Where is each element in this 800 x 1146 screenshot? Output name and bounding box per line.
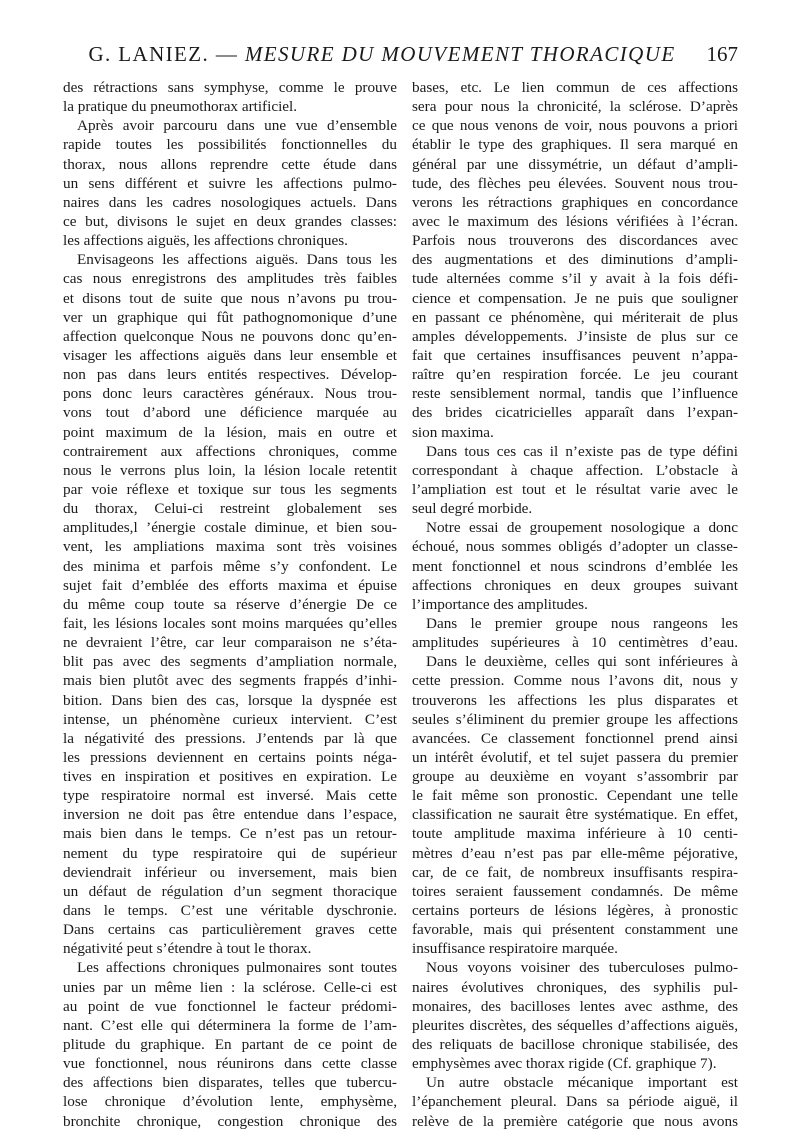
- text-line: Dans certains cas particulièrement graves cette: [63, 921, 397, 939]
- text-line: naires dans les cadres nosologiques actuels. Dans: [63, 193, 397, 211]
- text-line: avancées. Ce classement fonctionnel prend ainsi: [412, 729, 738, 747]
- text-line: verons les rétractions graphiques en concordance: [412, 193, 738, 211]
- text-line: car, de ce fait, de nombreux insuffisants respira-: [412, 863, 738, 881]
- text-line: nement du type respiratoire qui de supérieur: [63, 844, 397, 862]
- text-line: non pas dans leurs entités respectives. Dévelop-: [63, 366, 397, 384]
- text-line: des rétractions sans symphyse, comme le prouve: [63, 79, 397, 96]
- text-line: seules s’éliminent du premier groupe les affections: [412, 710, 738, 728]
- text-line: du thorax, Celui-ci restreint globalement ses: [63, 500, 397, 518]
- text-line: en passant ce phénomène, qui mériterait de plus: [412, 308, 738, 326]
- text-line: établir le type des graphiques. Il sera marqué en: [412, 136, 738, 154]
- text-line: par voie réflexe et toxique sur tous les segments: [63, 480, 397, 498]
- text-line: pleurites discrètes, des séquelles d’affections aiguës,: [412, 1016, 738, 1034]
- text-line: un intérêt évolutif, et tel sujet passera du premier: [412, 748, 738, 766]
- header-dash: —: [215, 42, 239, 66]
- text-line: classification ne saurait être systématique. En effet,: [412, 806, 738, 824]
- text-line: un défaut de régulation d’un segment thoracique: [63, 882, 397, 900]
- text-line: au point de vue fonctionnel le facteur prédomi-: [63, 997, 397, 1015]
- text-line: emphysèmes avec thorax rigide (Cf. graphique 7).: [412, 1055, 717, 1073]
- text-line: visager les affections aiguës dans leur ensemble et: [63, 346, 397, 364]
- text-line: bition. Dans bien des cas, lorsque la dyspnée est: [63, 691, 397, 709]
- text-line: correspondant à chaque affection. L’obstacle à: [412, 461, 738, 479]
- text-line: avec le maximum des lésions vérifiées à l’écran.: [412, 212, 738, 230]
- text-line: l’importance des amplitudes.: [412, 595, 588, 613]
- text-line: blit pas avec des segments d’ampliation normale,: [63, 653, 397, 671]
- text-line: Parfois nous trouverons des discordances avec: [412, 232, 738, 250]
- text-line: échoué, nous sommes obligés d’adopter un classe-: [412, 538, 738, 556]
- right-text-column: [412, 78, 738, 1131]
- text-line: amplitudes supérieures à 10 centimètres d’eau.: [412, 634, 738, 652]
- text-line: des brides cicatricielles apparaît dans l’expan-: [412, 404, 738, 422]
- text-line: des minima et parfois même s’y confondent. Le: [63, 557, 397, 575]
- running-header: [62, 42, 738, 74]
- text-line: certains porteurs de lésions légères, à pronostic: [412, 902, 738, 920]
- text-line: des augmentations et des diminutions d’ampli-: [412, 251, 738, 269]
- text-line: tude, des flèches peu élevées. Souvent nous trou-: [412, 174, 738, 192]
- text-line: les pressions deviennent en certains points néga-: [63, 748, 397, 766]
- text-line: sera pour nous la chronicité, la sclérose. D’après: [412, 98, 738, 116]
- text-line: ce but, divisons le sujet en deux grandes classes:: [63, 212, 397, 230]
- text-line: nant. C’est elle qui déterminera la forme de l’am-: [63, 1016, 397, 1034]
- text-line: monaires, des bacilloses lentes avec asthme, des: [412, 997, 738, 1015]
- text-line: cette pression. Comme nous l’avons dit, nous y: [412, 672, 738, 690]
- header-author: G. LANIEZ.: [88, 42, 210, 66]
- text-line: fait que certaines insuffisances peuvent n’appa-: [412, 346, 738, 364]
- page-number: 167: [706, 42, 738, 66]
- left-text-column: [63, 78, 397, 1131]
- text-line: toute amplitude maxima inférieure à 10 centi-: [412, 825, 738, 843]
- text-line: l’ampliation est tout et le résultat varie avec le: [412, 480, 738, 498]
- header-title: [62, 42, 702, 67]
- text-line: négativité peut s’étendre à tout le thorax.: [63, 940, 312, 958]
- text-line: cas nous enregistrons des amplitudes très faibles: [63, 270, 397, 288]
- text-line: toires seraient faussement condamnés. De même: [412, 882, 738, 900]
- text-line: Un autre obstacle mécanique important est: [426, 1074, 738, 1092]
- text-line: affections chroniques en deux groupes suivant: [412, 576, 738, 594]
- text-line: thorax, nous allons reprendre cette étude dans: [63, 155, 397, 173]
- text-line: plitude du graphique. En partant de ce point de: [63, 1036, 397, 1054]
- text-line: Nous voyons voisiner des tuberculoses pulmo-: [426, 959, 738, 977]
- text-line: ver un graphique qui fût pathognomonique d’une: [63, 308, 397, 326]
- text-line: la pratique du pneumothorax artificiel.: [63, 98, 298, 116]
- text-line: ne devraient l’être, car leur comparaison ne s’éta-: [63, 634, 397, 652]
- text-line: Notre essai de groupement nosologique a donc: [426, 519, 738, 537]
- text-line: mais bien plutôt avec des segments frappés d’inhi-: [63, 672, 397, 690]
- text-line: Après avoir parcouru dans une vue d’ensemble: [77, 117, 397, 135]
- text-line: Dans le deuxième, celles qui sont inférieures à: [426, 653, 738, 671]
- text-line: sujet fait d’emblée des efforts maxima et épuise: [63, 576, 397, 594]
- header-article-title: MESURE DU MOUVEMENT THORACIQUE: [244, 42, 676, 66]
- text-line: intense, un phénomène curieux intervient. C’est: [63, 710, 397, 728]
- text-line: général par une dissymétrie, un défaut d’ampli-: [412, 155, 738, 173]
- text-line: vons tout d’abord une déficience marquée au: [63, 404, 397, 422]
- text-line: vue fonctionnel, nous réunirons dans cette classe: [63, 1055, 397, 1073]
- text-line: Dans tous ces cas il n’existe pas de type défini: [426, 442, 738, 460]
- text-line: amplitudes,l ’énergie costale diminue, et bien sou-: [63, 519, 397, 537]
- text-line: des reliquats de bacillose chronique stabilisée, des: [412, 1036, 738, 1054]
- text-line: l’épanchement pleural. Dans sa période aiguë, il: [412, 1093, 738, 1111]
- text-line: mais bien dans le temps. Ce n’est pas un retour-: [63, 825, 397, 843]
- text-line: du même coup toute sa réserve d’énergie De ce: [63, 595, 397, 613]
- text-line: nous le verrons plus loin, la lésion locale retentit: [63, 461, 397, 479]
- text-line: unies par un même lien : la sclérose. Celle-ci est: [63, 978, 397, 996]
- text-line: seul degré morbide.: [412, 500, 533, 518]
- text-line: contrairement aux affections chroniques, comme: [63, 442, 397, 460]
- text-line: point maximum de la lésion, mais en outre et: [63, 423, 397, 441]
- text-line: la négativité des pressions. J’entends par là que: [63, 729, 397, 747]
- text-line: ment fonctionnel et nous scindrons d’emblée les: [412, 557, 738, 575]
- text-line: tives en inspiration et positives en expiration. Le: [63, 768, 397, 786]
- text-line: rapide toutes les possibilités fonctionnelles du: [63, 136, 397, 154]
- text-line: naires évolutives chroniques, des syphilis pul-: [412, 978, 738, 996]
- text-line: les affections aiguës, les affections chroniques.: [63, 232, 348, 250]
- text-line: bases, etc. Le lien commun de ces affections: [412, 79, 738, 96]
- text-line: le fait même son pronostic. Cependant une telle: [412, 787, 738, 805]
- text-line: tude alternées comme s’il y avait à la fois défi-: [412, 270, 738, 288]
- text-line: affection quelconque Nous ne pouvons donc qu’en-: [63, 327, 397, 345]
- text-line: reste sensiblement normal, tandis que l’influence: [412, 385, 738, 403]
- text-line: raître qu’en respiration forcée. Le jeu courant: [412, 366, 738, 384]
- text-line: bronchite chronique, congestion chronique des: [63, 1112, 397, 1130]
- text-line: lose chronique d’évolution lente, emphysème,: [63, 1093, 397, 1111]
- text-line: Les affections chroniques pulmonaires sont toutes: [77, 959, 397, 977]
- text-line: deviendrait inférieur ou inversement, mais bien: [63, 863, 397, 881]
- text-line: dans le temps. C’est une véritable dyschronie.: [63, 902, 397, 920]
- text-line: favorable, mais qui présentent constamment une: [412, 921, 738, 939]
- text-line: trouverons les affections les plus disparates et: [412, 691, 738, 709]
- text-line: relève de la première catégorie que nous avons: [412, 1112, 738, 1130]
- text-line: vent, les ampliations maxima sont très voisines: [63, 538, 397, 556]
- text-line: sion maxima.: [412, 423, 494, 441]
- text-line: un sens différent et suivre les affections pulmo-: [63, 174, 397, 192]
- text-line: et disons tout de suite que nous n’avons pu trou-: [63, 289, 397, 307]
- text-line: amples développements. J’insiste de plus sur ce: [412, 327, 738, 345]
- text-line: inversion ne doit pas être entendue dans l’espace,: [63, 806, 397, 824]
- text-line: Dans le premier groupe nous rangeons les: [426, 614, 738, 632]
- text-line: insuffisance respiratoire marquée.: [412, 940, 618, 958]
- text-line: mètres d’eau n’est pas par elle-même péjorative,: [412, 844, 738, 862]
- text-line: pons donc leurs caractères généraux. Nous trou-: [63, 385, 397, 403]
- text-line: cience et compensation. Je ne puis que souligner: [412, 289, 738, 307]
- text-line: des affections bien disparates, telles que tubercu-: [63, 1074, 397, 1092]
- text-line: groupe au deuxième en voyant s’assombrir par: [412, 768, 738, 786]
- text-line: fait, les lésions locales sont moins marquées qu’elles: [63, 614, 397, 632]
- text-line: Envisageons les affections aiguës. Dans tous les: [77, 251, 397, 269]
- text-line: ce que nous venons de voir, nous pouvons a priori: [412, 117, 738, 135]
- text-line: type respiratoire normal est inversé. Mais cette: [63, 787, 397, 805]
